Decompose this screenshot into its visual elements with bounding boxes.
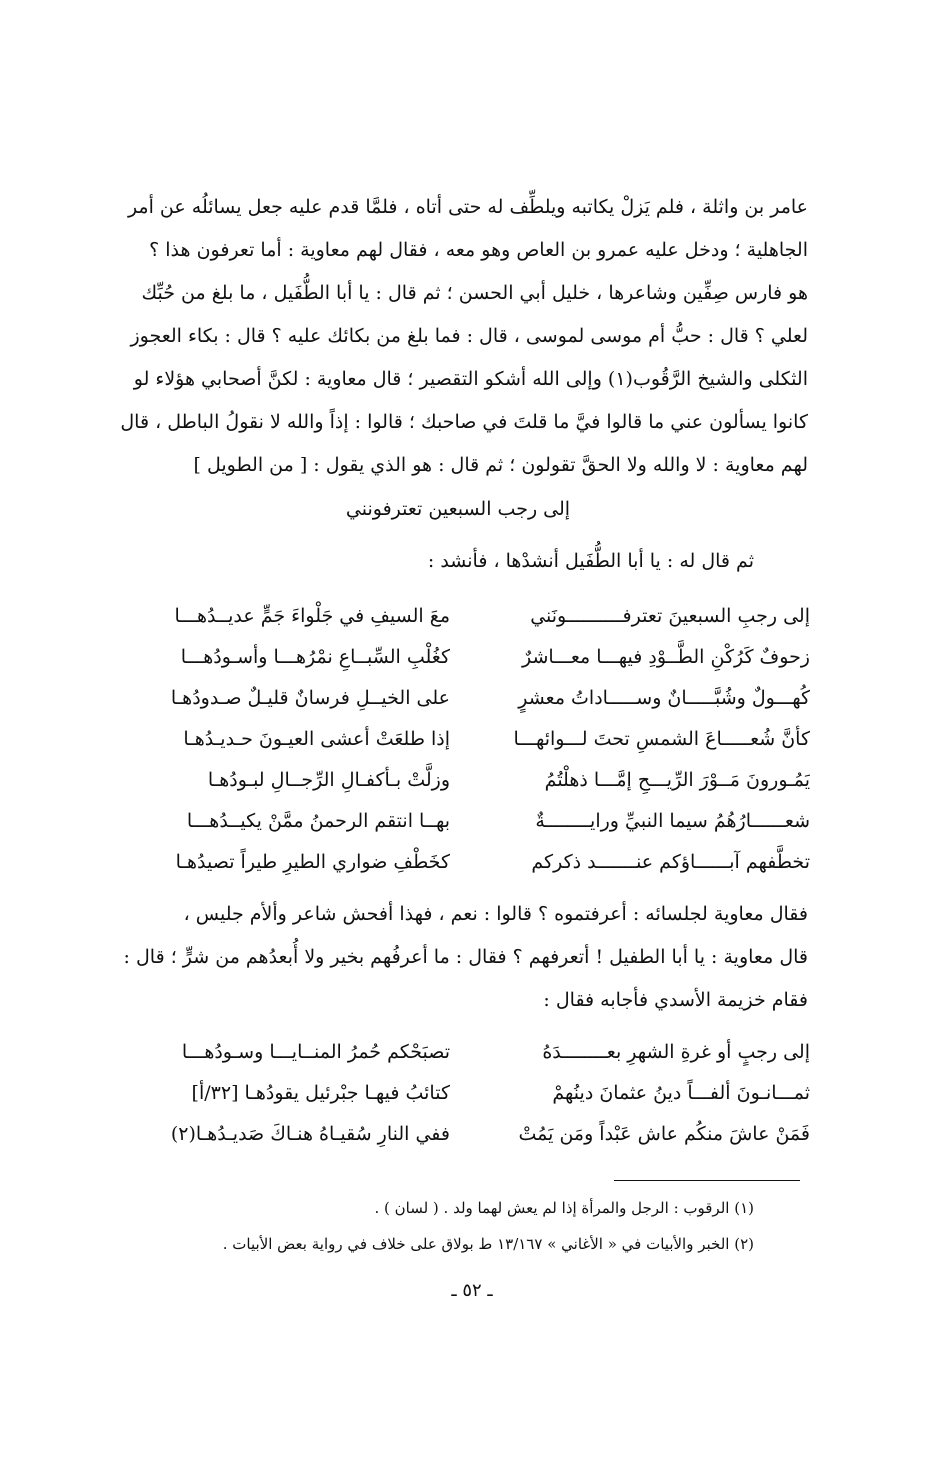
verse	[120, 1073, 810, 1114]
verse	[120, 842, 810, 883]
footnotes	[223, 1195, 754, 1267]
verse	[120, 596, 810, 637]
verse-first-hemistich: كأنَّ شُعـــــاعَ الشمسِ تحتَ لـــوائهـــا	[513, 728, 810, 750]
verse-first-hemistich: شعــــــارُهُمُ سيما النبيِّ ورايــــــــةٌ	[535, 810, 810, 832]
text-line: عامر بن واثلة ، فلم يَزلْ يكاتبه ويلطِّف له حتى أتاه ، فلمَّا قدم عليه جعل يسائلُه عن أمر	[127, 196, 808, 218]
text-line: هو فارس صِفِّين وشاعرها ، خليل أبي الحسن ؛ ثم قال : يا أبا الطُّفَيل ، ما بلغ من حُبِّك	[141, 282, 808, 304]
verse	[120, 760, 810, 801]
verse-first-hemistich: يَمُـورونَ مَــوْرَ الرِّيـــحِ إمَّـــا ذهلْتُمُ	[544, 769, 810, 791]
verse-heading: إلى رجب السبعين تعترفونني	[345, 498, 571, 520]
poem-2	[120, 1032, 810, 1155]
paragraph-1	[108, 186, 808, 487]
verse-second-hemistich: تصبَحْكم حُمرُ المنــايـــا وسـودُهـــا	[181, 1041, 450, 1063]
verse-second-hemistich: وزلَّتْ بـأكفـالِ الرِّجــالِ لبـودُهـا	[207, 769, 450, 791]
verse-second-hemistich: إذا طلعَتْ أعشى العيـونَ حـديـدُهـا	[183, 728, 450, 750]
verse-first-hemistich: تخطَّفهم آبــــــاؤكم عنـــــــد ذكركم	[531, 851, 810, 873]
text-line: فقام خزيمة الأسدي فأجابه فقال :	[543, 989, 808, 1011]
footnote: (٢) الخبر والأبيات في « الأغاني » ١٣/١٦٧ ط بولاق على خلاف في رواية بعض الأبيات .	[222, 1235, 754, 1253]
paragraph-2	[108, 893, 808, 1022]
verse-second-hemistich: على الخيــلِ فرسانٌ قليـلٌ صـدودُهـا	[170, 687, 450, 709]
verse	[120, 1114, 810, 1155]
text-line: فقال معاوية لجلسائه : أعرفتموه ؟ قالوا : نعم ، فهذا أفحش شاعر وألأم جليس ،	[183, 903, 808, 925]
verse-first-hemistich: فَمَنْ عاشَ منكُم عاش عَبْداً ومَن يَمُتْ	[518, 1123, 810, 1145]
verse-second-hemistich: ففي النارِ سُقيـاهُ هنـاكَ صَديـدُهـا(٢)	[170, 1123, 450, 1145]
verse	[120, 801, 810, 842]
footnote-divider	[614, 1180, 800, 1181]
verse-second-hemistich: بهــا انتقم الرحمنُ ممَّنْ يكيــدُهـــا	[186, 810, 450, 832]
verse-first-hemistich: كُهـــولٌ وشُبَّـــــانٌ وســـــاداتُ معشرٍ	[518, 687, 810, 709]
text-line: الجاهلية ؛ ودخل عليه عمرو بن العاص وهو معه ، فقال لهم معاوية : أما تعرفون هذا ؟	[149, 239, 808, 261]
footnote: (١) الرقوب : الرجل والمرأة إذا لم يعش لهما ولد . ( لسان ) .	[374, 1199, 754, 1217]
verse-second-hemistich: كخَطْفِ ضواري الطيرِ طيراً تصيدُهـا	[175, 851, 450, 873]
recitation-intro: ثم قال له : يا أبا الطُّفَيل أنشدْها ، فأنشد :	[427, 550, 754, 572]
verse-first-hemistich: ثمـــانـونَ ألفـــاً دينُ عثمانَ دينُهمْ	[552, 1082, 810, 1104]
verse-second-hemistich: كغُلْبِ السِّبــاعِ نمْرُهـــا وأسـودُهـــا	[180, 646, 450, 668]
page-number: ـ ٥٢ ـ	[451, 1280, 493, 1301]
poem-1	[120, 596, 810, 883]
verse-second-hemistich: معَ السيفِ في جَلْواءَ جَمٍّ عديــدُهـــا	[174, 605, 450, 627]
verse-second-hemistich: كتائبُ فيهـا جبْرئيل يقودُهـا [٣٢/أ]	[191, 1082, 450, 1104]
text-line: لعلي ؟ قال : حبُّ أم موسى لموسى ، قال : فما بلغ من بكائك عليه ؟ قال : بكاء العجوز	[130, 325, 808, 347]
verse	[120, 1032, 810, 1073]
verse-first-hemistich: إلى رجبِ السبعينَ تعترفــــــــــونَني	[530, 605, 810, 627]
text-line: الثكلى والشيخ الرَّقُوب(١) وإلى الله أشكو التقصير ؛ قال معاوية : لكنَّ أصحابي هؤلاء لو	[133, 368, 808, 390]
verse-first-hemistich: زحوفٌ كَرُكْنِ الطَّــوْدِ فيهـــا معـــاشرٌ	[522, 646, 810, 668]
verse	[120, 637, 810, 678]
text-line: لهم معاوية : لا والله ولا الحقَّ تقولون ؛ ثم قال : هو الذي يقول : [ من الطويل ]	[193, 454, 808, 476]
verse	[120, 719, 810, 760]
verse	[120, 678, 810, 719]
text-line: كانوا يسألون عني ما قالوا فيَّ ما قلتَ في صاحبك ؛ قالوا : إذاً والله لا نقولُ الباطل ، قال	[120, 411, 808, 433]
text-line: قال معاوية : يا أبا الطفيل ! أتعرفهم ؟ فقال : ما أعرفُهم بخير ولا أُبعدُهم من شرٍّ ؛ قال :	[123, 946, 808, 968]
verse-first-hemistich: إلى رجبٍ أو غرةِ الشهرِ بعــــــــدَهُ	[542, 1041, 810, 1063]
